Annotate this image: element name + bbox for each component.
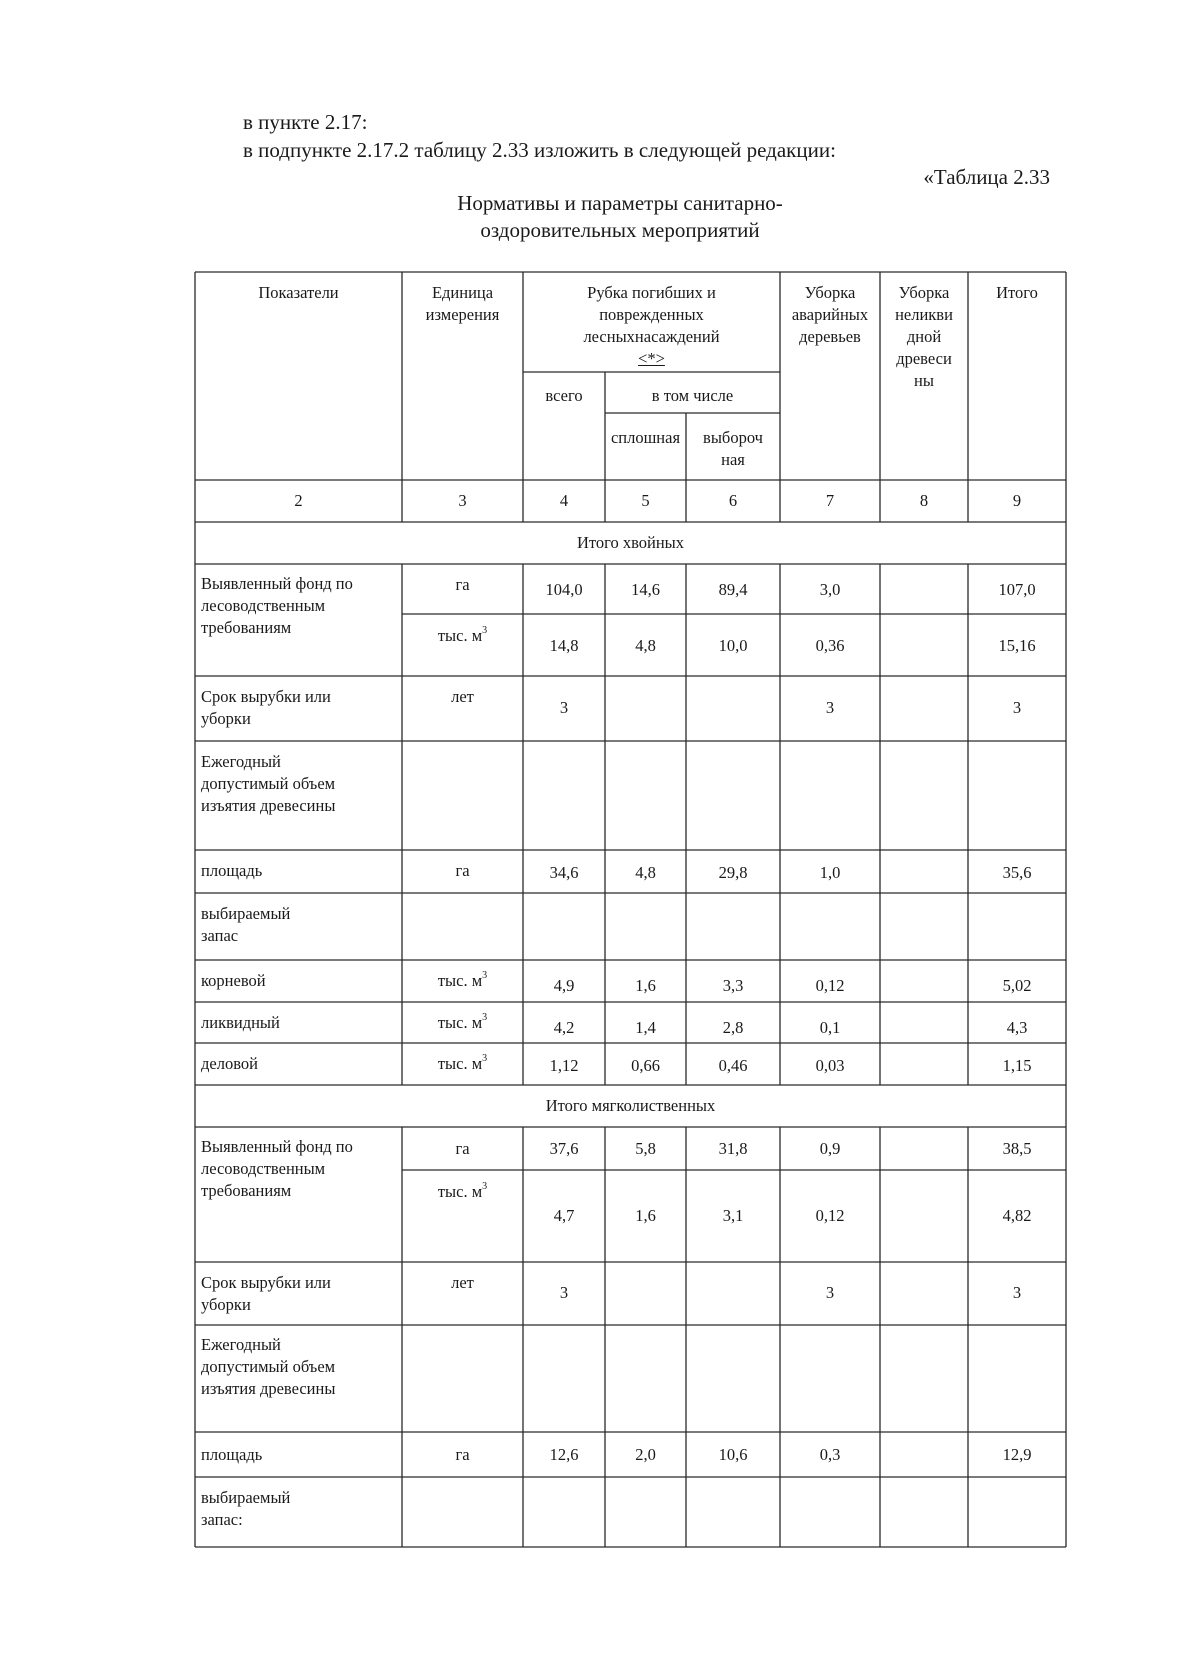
value-cell: 12,6 [549,1445,579,1464]
col-number: 8 [919,491,929,510]
col-number: 3 [458,491,467,510]
value-cell: 2,0 [635,1445,656,1464]
row-label-line: уборки [201,709,251,728]
header-clear-felling: сплошная [610,428,681,447]
header-felling-footnote-ref: <*> [638,349,665,368]
header-sum: Итого [996,283,1038,302]
value-cell: 107,0 [998,580,1036,599]
unit-superscript: 3 [482,1180,488,1192]
unit-text: тыс. м [437,626,483,645]
header-selective-line: ная [721,450,745,469]
row-label-line: Срок вырубки или [201,687,331,706]
value-cell: 37,6 [549,1139,579,1158]
value-cell: 0,03 [815,1056,845,1075]
row-label-line: допустимый объем [201,774,336,793]
value-cell: 0,12 [815,1206,845,1225]
header-selective-line: выбороч [703,428,763,447]
value-cell: 0,36 [815,636,845,655]
row-label-line: требованиям [201,1181,292,1200]
row-label-stock [195,1487,402,1531]
row-label-stock [195,903,402,947]
col-number: 2 [294,491,303,510]
value-cell: 0,1 [819,1018,841,1037]
value-cell: 14,8 [549,636,579,655]
value-cell: 89,4 [718,580,748,599]
value-cell: 10,0 [718,636,748,655]
intro-line-1: в пункте 2.17: [243,110,368,134]
row-label-line: уборки [201,1295,251,1314]
value-cell: 0,3 [819,1445,841,1464]
header-nonliquid-line: дной [906,327,942,346]
value-cell: 4,8 [635,636,656,655]
unit-superscript: 3 [482,624,488,636]
row-label-fund [195,1136,402,1202]
row-label-line: допустимый объем [201,1357,336,1376]
value-cell: 0,46 [718,1056,748,1075]
unit-cell-m3 [402,1181,523,1203]
unit-cell: га [455,575,470,594]
row-label-area: площадь [201,1445,263,1464]
unit-text: тыс. м [437,1182,483,1201]
row-label-fund [195,573,402,639]
value-cell: 29,8 [718,863,748,882]
col-number: 6 [728,491,738,510]
row-label-line: лесоводственным [201,1159,326,1178]
value-cell: 3 [1012,698,1022,717]
unit-cell: лет [451,687,474,706]
value-cell: 3 [825,1283,835,1302]
row-label-line: требованиям [201,618,292,637]
value-cell: 4,82 [1002,1206,1032,1225]
table-title-line-1: Нормативы и параметры санитарно- [457,191,783,215]
unit-cell-m3 [402,625,523,647]
row-label-term [195,686,402,730]
col-number: 5 [641,491,650,510]
row-label-term [195,1272,402,1316]
header-emergency-line: деревьев [799,327,861,346]
value-cell: 1,4 [635,1018,656,1037]
value-cell: 38,5 [1002,1139,1032,1158]
col-number: 9 [1012,491,1022,510]
table-title-line-2: оздоровительных мероприятий [480,218,760,242]
row-label-annual [195,1334,402,1400]
value-cell: 4,2 [553,1018,575,1037]
row-label-area: площадь [201,861,263,880]
value-cell: 35,6 [1002,863,1032,882]
row-label-line: Ежегодный [201,1335,281,1354]
table-number: «Таблица 2.33 [923,165,1050,189]
value-cell: 0,12 [815,976,845,995]
section-title-conifers: Итого хвойных [576,533,685,552]
header-felling-line: поврежденных [599,305,704,324]
value-cell: 10,6 [718,1445,748,1464]
unit-cell: га [455,861,470,880]
intro-line-2: в подпункте 2.17.2 таблицу 2.33 изложить в следующей редакции: [243,138,836,162]
row-label-line: лесоводственным [201,596,326,615]
value-cell: 104,0 [545,580,583,599]
header-total-all: всего [545,386,583,405]
value-cell: 5,02 [1002,976,1032,995]
header-unit-line: измерения [425,305,500,324]
header-including: в том числе [651,386,734,405]
value-cell: 3 [559,1283,569,1302]
unit-text: тыс. м [437,1013,483,1032]
row-label-line: выбираемый [201,904,291,923]
row-label-line: Ежегодный [201,752,281,771]
section-title-softwood: Итого мягколиственных [545,1096,716,1115]
row-label-line: запас: [201,1510,243,1529]
value-cell: 4,7 [553,1206,575,1225]
value-cell: 3,1 [722,1206,744,1225]
value-cell: 3 [825,698,835,717]
value-cell: 3 [559,698,569,717]
header-selective-felling [686,427,780,471]
header-felling-line: лесныхнасаждений [583,327,720,346]
value-cell: 34,6 [549,863,579,882]
header-emergency [780,282,880,348]
row-label-line: запас [201,926,239,945]
value-cell: 3 [1012,1283,1022,1302]
value-cell: 3,0 [819,580,841,599]
value-cell: 2,8 [722,1018,744,1037]
unit-superscript: 3 [482,1052,488,1064]
unit-superscript: 3 [482,1011,488,1023]
unit-cell-m3 [402,1053,523,1075]
row-label-line: изъятия древесины [201,796,336,815]
value-cell: 4,8 [635,863,656,882]
value-cell: 0,66 [631,1056,660,1075]
unit-superscript: 3 [482,969,488,981]
row-label-root: корневой [201,971,266,990]
row-label-annual [195,751,402,817]
value-cell: 1,12 [549,1056,579,1075]
value-cell: 15,16 [998,636,1036,655]
value-cell: 1,6 [635,1206,656,1225]
value-cell: 3,3 [722,976,744,995]
header-nonliquid [880,282,968,392]
value-cell: 31,8 [718,1139,748,1158]
row-label-line: изъятия древесины [201,1379,336,1398]
value-cell: 1,15 [1002,1056,1032,1075]
header-unit [402,282,523,326]
unit-cell: га [455,1139,470,1158]
header-felling [523,282,780,370]
unit-text: тыс. м [437,971,483,990]
row-label-line: Выявленный фонд по [201,1137,353,1156]
header-nonliquid-line: неликви [895,305,953,324]
value-cell: 1,6 [635,976,656,995]
header-nonliquid-line: ны [914,371,934,390]
header-unit-line: Единица [431,283,494,302]
unit-cell: лет [451,1273,474,1292]
col-number: 7 [825,491,835,510]
value-cell: 1,0 [819,863,841,882]
unit-text: тыс. м [437,1054,483,1073]
header-emergency-line: Уборка [804,283,856,302]
col-number: 4 [559,491,569,510]
header-felling-line: Рубка погибших и [587,283,716,302]
row-label-business: деловой [201,1054,258,1073]
row-label-line: Срок вырубки или [201,1273,331,1292]
header-emergency-line: аварийных [791,305,869,324]
value-cell: 0,9 [819,1139,841,1158]
value-cell: 14,6 [631,580,660,599]
header-nonliquid-line: древеси [896,349,952,368]
row-label-line: выбираемый [201,1488,291,1507]
value-cell: 4,3 [1006,1018,1028,1037]
row-label-line: Выявленный фонд по [201,574,353,593]
value-cell: 5,8 [635,1139,656,1158]
header-indicators: Показатели [258,283,339,302]
row-label-liquid: ликвидный [201,1013,280,1032]
unit-cell-m3 [402,1012,523,1034]
header-nonliquid-line: Уборка [898,283,950,302]
unit-cell: га [455,1445,470,1464]
unit-cell-m3 [402,970,523,992]
value-cell: 12,9 [1002,1445,1032,1464]
value-cell: 4,9 [553,976,575,995]
